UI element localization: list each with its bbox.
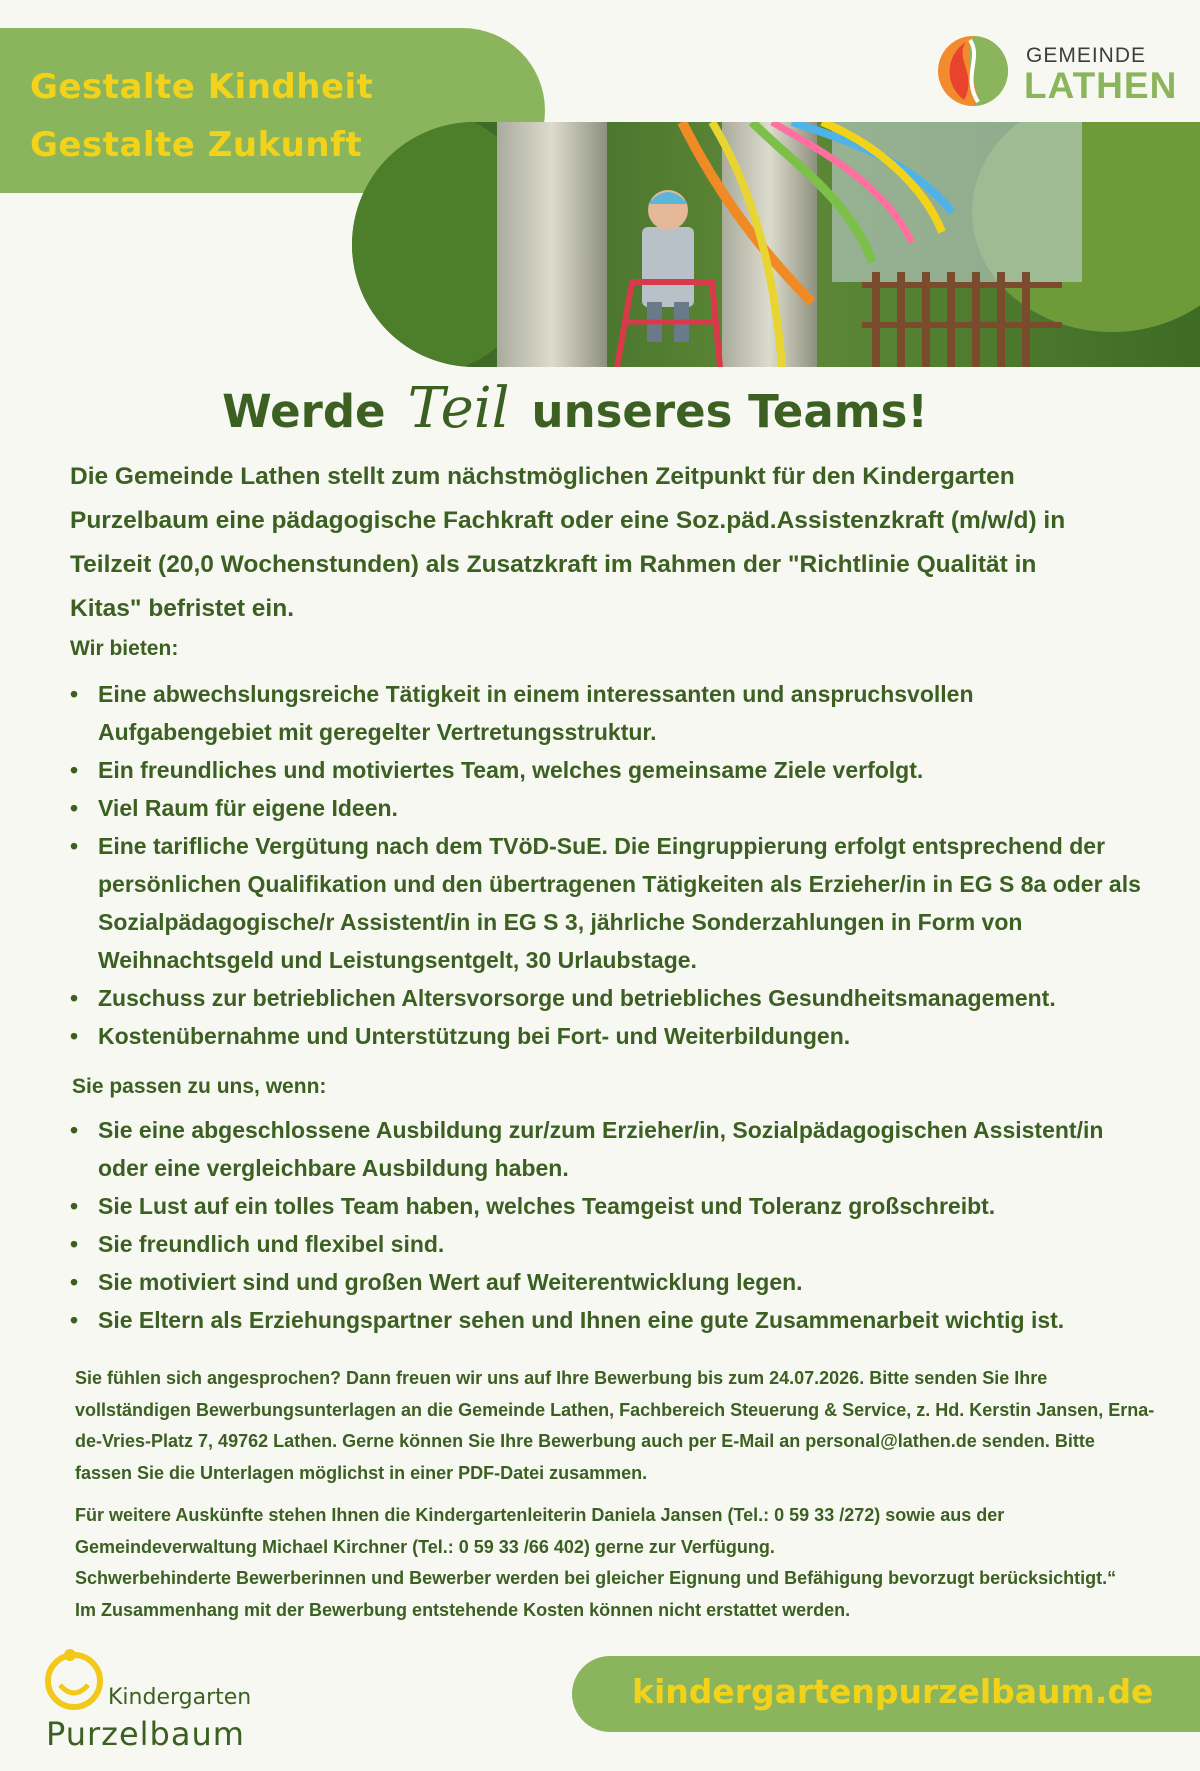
headline [0, 376, 1150, 441]
fit-item: • Sie motiviert sind und großen Wert auf Weiterentwicklung legen. [68, 1263, 1118, 1301]
fit-item: • Sie Lust auf ein tolles Team haben, welches Teamgeist und Toleranz großschreibt. [68, 1187, 1118, 1225]
offer-item: • Eine abwechslungsreiche Tätigkeit in einem interessanten und anspruchsvollen Aufgabengebiet mit geregelter Vertretungsstruktur. [68, 675, 1148, 751]
slogan-line-2: Gestalte Zukunft [30, 125, 363, 165]
website-banner [572, 1656, 1200, 1732]
child-playing-photo [352, 122, 1200, 367]
fit-list [68, 1111, 1118, 1339]
offer-item: • Kostenübernahme und Unterstützung bei Fort- und Weiterbildungen. [68, 1017, 1148, 1055]
header-photo [352, 122, 1200, 367]
gemeinde-lathen-logo [936, 32, 1178, 112]
headline-part-1: Werde [222, 385, 386, 438]
fit-heading: Sie passen zu uns, wenn: [72, 1075, 327, 1098]
contact-paragraph [75, 1500, 1155, 1626]
fit-item: • Sie eine abgeschlossene Ausbildung zur/zum Erzieher/in, Sozialpädagogischen Assistent/in oder eine vergleichbare Ausbildung haben. [68, 1111, 1118, 1187]
fit-item: • Sie freundlich und flexibel sind. [68, 1225, 1118, 1263]
offer-item: • Viel Raum für eigene Ideen. [68, 789, 1148, 827]
costs-text: Im Zusammenhang mit der Bewerbung entstehende Kosten können nicht erstattet werden. [75, 1599, 851, 1620]
sun-icon [40, 1645, 110, 1715]
logo-text-lathen: LATHEN [1024, 65, 1178, 106]
headline-part-3: unseres Teams! [531, 385, 928, 438]
lathen-logo-icon [936, 34, 1010, 108]
intro-text: Die Gemeinde Lathen stellt zum nächstmöglichen Zeitpunkt für den Kindergarten Purzelbaum eine pädagogische Fachkraft oder eine Soz.päd.Assistenzkraft (m/w/d) in Teilzeit (20,0 Wochenstunden) als Zusatzkraft im Rahmen der "Richtlinie Qualität in Kitas" befristet ein. [70, 463, 1066, 622]
application-text: Sie fühlen sich angesprochen? Dann freuen wir uns auf Ihre Bewerbung bis zum 24.07.2026. Bitte senden Sie Ihre vollständigen Bewerbungsunterlagen an die Gemeinde Lathen, Fachbereich Steuerung & Service, z. Hd. Kerstin Jansen, Erna-de-Vries-Platz 7, 49762 Lathen. Gerne können Sie Ihre Bewerbung auch per E-Mail an personal@lathen.de senden. Bitte fassen Sie die Unterlagen möglichst in einer PDF-Datei zusammen. [75, 1368, 1155, 1483]
headline-part-2: Teil [407, 376, 510, 441]
fit-item: • Sie Eltern als Erziehungspartner sehen und Ihnen eine gute Zusammenarbeit wichtig ist. [68, 1301, 1118, 1339]
offer-heading: Wir bieten: [70, 637, 179, 660]
logo-text-gemeinde: GEMEINDE [1026, 44, 1147, 67]
kindergarten-label: Kindergarten [108, 1685, 252, 1710]
intro-paragraph [70, 455, 1110, 631]
application-paragraph [75, 1363, 1155, 1489]
offer-item: • Zuschuss zur betrieblichen Altersvorsorge und betriebliches Gesundheitsmanagement. [68, 979, 1148, 1017]
kindergarten-purzelbaum-logo [40, 1645, 270, 1755]
purzelbaum-label: Purzelbaum [46, 1715, 245, 1753]
contact-text: Für weitere Auskünfte stehen Ihnen die Kindergartenleiterin Daniela Jansen (Tel.: 0 59 33 /272) sowie aus der Gemeindeverwaltung Michael Kirchner (Tel.: 0 59 33 /66 402) gerne zur Verfügung. [75, 1505, 1005, 1557]
offer-list [68, 675, 1148, 1055]
slogan-line-1: Gestalte Kindheit [30, 67, 374, 107]
offer-item: • Ein freundliches und motiviertes Team, welches gemeinsame Ziele verfolgt. [68, 751, 1148, 789]
disability-text: Schwerbehinderte Bewerberinnen und Bewerber werden bei gleicher Eignung und Befähigung bevorzugt berücksichtigt.“ [75, 1568, 1117, 1588]
slogan [30, 58, 373, 174]
offer-item: • Eine tarifliche Vergütung nach dem TVöD-SuE. Die Eingruppierung erfolgt entsprechend der persönlichen Qualifikation und den übertragenen Tätigkeiten als Erzieher/in in EG S 8a oder als Sozialpädagogische/r Assistent/in in EG S 3, jährliche Sonderzahlungen in Form von Weihnachtsgeld und Leistungsentgelt, 30 Urlaubstage. [68, 827, 1148, 979]
website-url[interactable]: kindergartenpurzelbaum.de [632, 1672, 1154, 1711]
